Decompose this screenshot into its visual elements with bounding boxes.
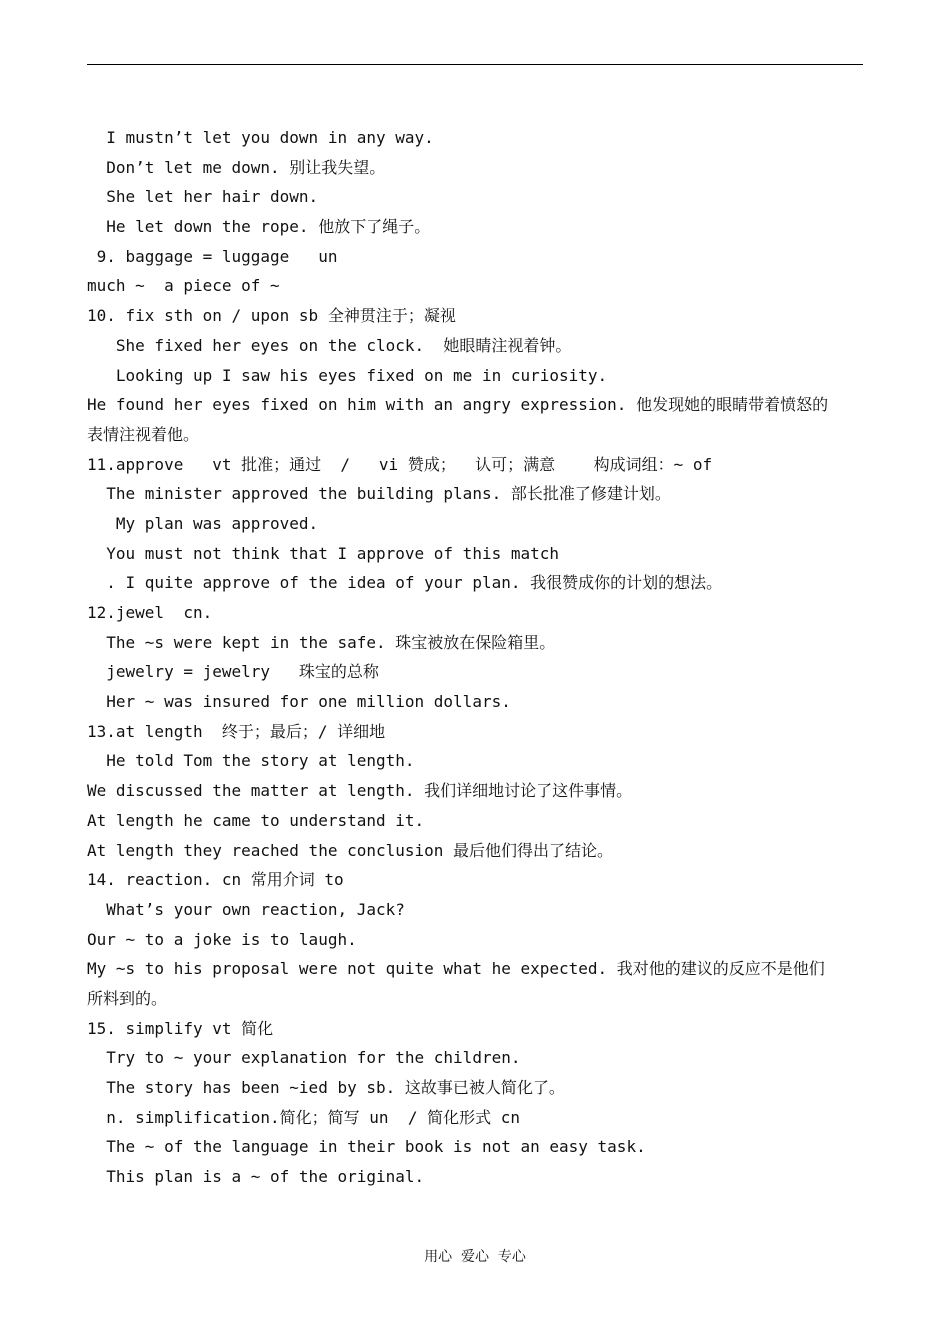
text-line: The story has been ~ied by sb. 这故事已被人简化了。: [87, 1078, 565, 1097]
text-line: He found her eyes fixed on him with an angry expression. 他发现她的眼睛带着愤怒的: [87, 395, 829, 415]
text-line: 15. simplify vt 简化: [87, 1018, 274, 1038]
text-line: The ~s were kept in the safe. 珠宝被放在保险箱里。: [87, 632, 556, 652]
text-line: We discussed the matter at length. 我们详细地讨论了这件事情。: [87, 781, 633, 801]
text-line: At length they reached the conclusion 最后他们得出了结论。: [87, 840, 614, 860]
text-line: n. simplification.简化；简写 un / 简化形式 cn: [87, 1107, 520, 1127]
text-line: 14. reaction. cn 常用介词 to: [87, 870, 344, 890]
text-line: . I quite approve of the idea of your plan. 我很赞成你的计划的想法。: [87, 573, 723, 593]
text-line: My plan was approved.: [87, 513, 319, 533]
header-rule: [87, 64, 863, 65]
text-line: jewelry = jewelry 珠宝的总称: [87, 662, 379, 682]
text-line: The ~ of the language in their book is not an easy task.: [87, 1137, 646, 1157]
text-line: The minister approved the building plans. 部长批准了修建计划。: [87, 484, 671, 504]
text-line: 12.jewel cn.: [87, 603, 213, 622]
text-line: Try to ~ your explanation for the children.: [87, 1048, 521, 1068]
text-line: 表情注视着他。: [87, 424, 200, 444]
page-footer: 用心 爱心 专心: [424, 1249, 526, 1265]
text-line: My ~s to his proposal were not quite what he expected. 我对他的建议的反应不是他们: [87, 959, 825, 979]
text-line: 11.approve vt 批准；通过 / vi 赞成； 认可；满意 构成词组：~ of: [87, 454, 713, 474]
text-line: She let her hair down.: [87, 187, 319, 207]
text-line: Looking up I saw his eyes fixed on me in curiosity.: [87, 365, 608, 385]
text-line: Her ~ was insured for one million dollars.: [87, 692, 511, 712]
text-line: I mustn’t let you down in any way.: [87, 128, 434, 147]
text-line: 所料到的。: [87, 988, 168, 1008]
text-line: He told Tom the story at length.: [87, 751, 415, 771]
document-body: [87, 123, 867, 1192]
text-line: What’s your own reaction, Jack?: [87, 899, 405, 919]
text-line: much ~ a piece of ~: [87, 276, 280, 296]
text-line: Our ~ to a joke is to laugh.: [87, 929, 357, 949]
text-line: She fixed her eyes on the clock. 她眼睛注视着钟。: [87, 335, 572, 355]
text-line: Don’t let me down. 别让我失望。: [87, 157, 386, 177]
text-line: You must not think that I approve of this match: [87, 543, 560, 563]
text-line: 9. baggage = luggage un: [87, 246, 338, 266]
text-line: 10. fix sth on / upon sb 全神贯注于；凝视: [87, 306, 456, 326]
text-line: 13.at length 终于；最后；/ 详细地: [87, 721, 386, 741]
text-line: This plan is a ~ of the original.: [87, 1167, 425, 1187]
text-line: At length he came to understand it.: [87, 810, 425, 830]
text-line: He let down the rope. 他放下了绳子。: [87, 217, 431, 237]
